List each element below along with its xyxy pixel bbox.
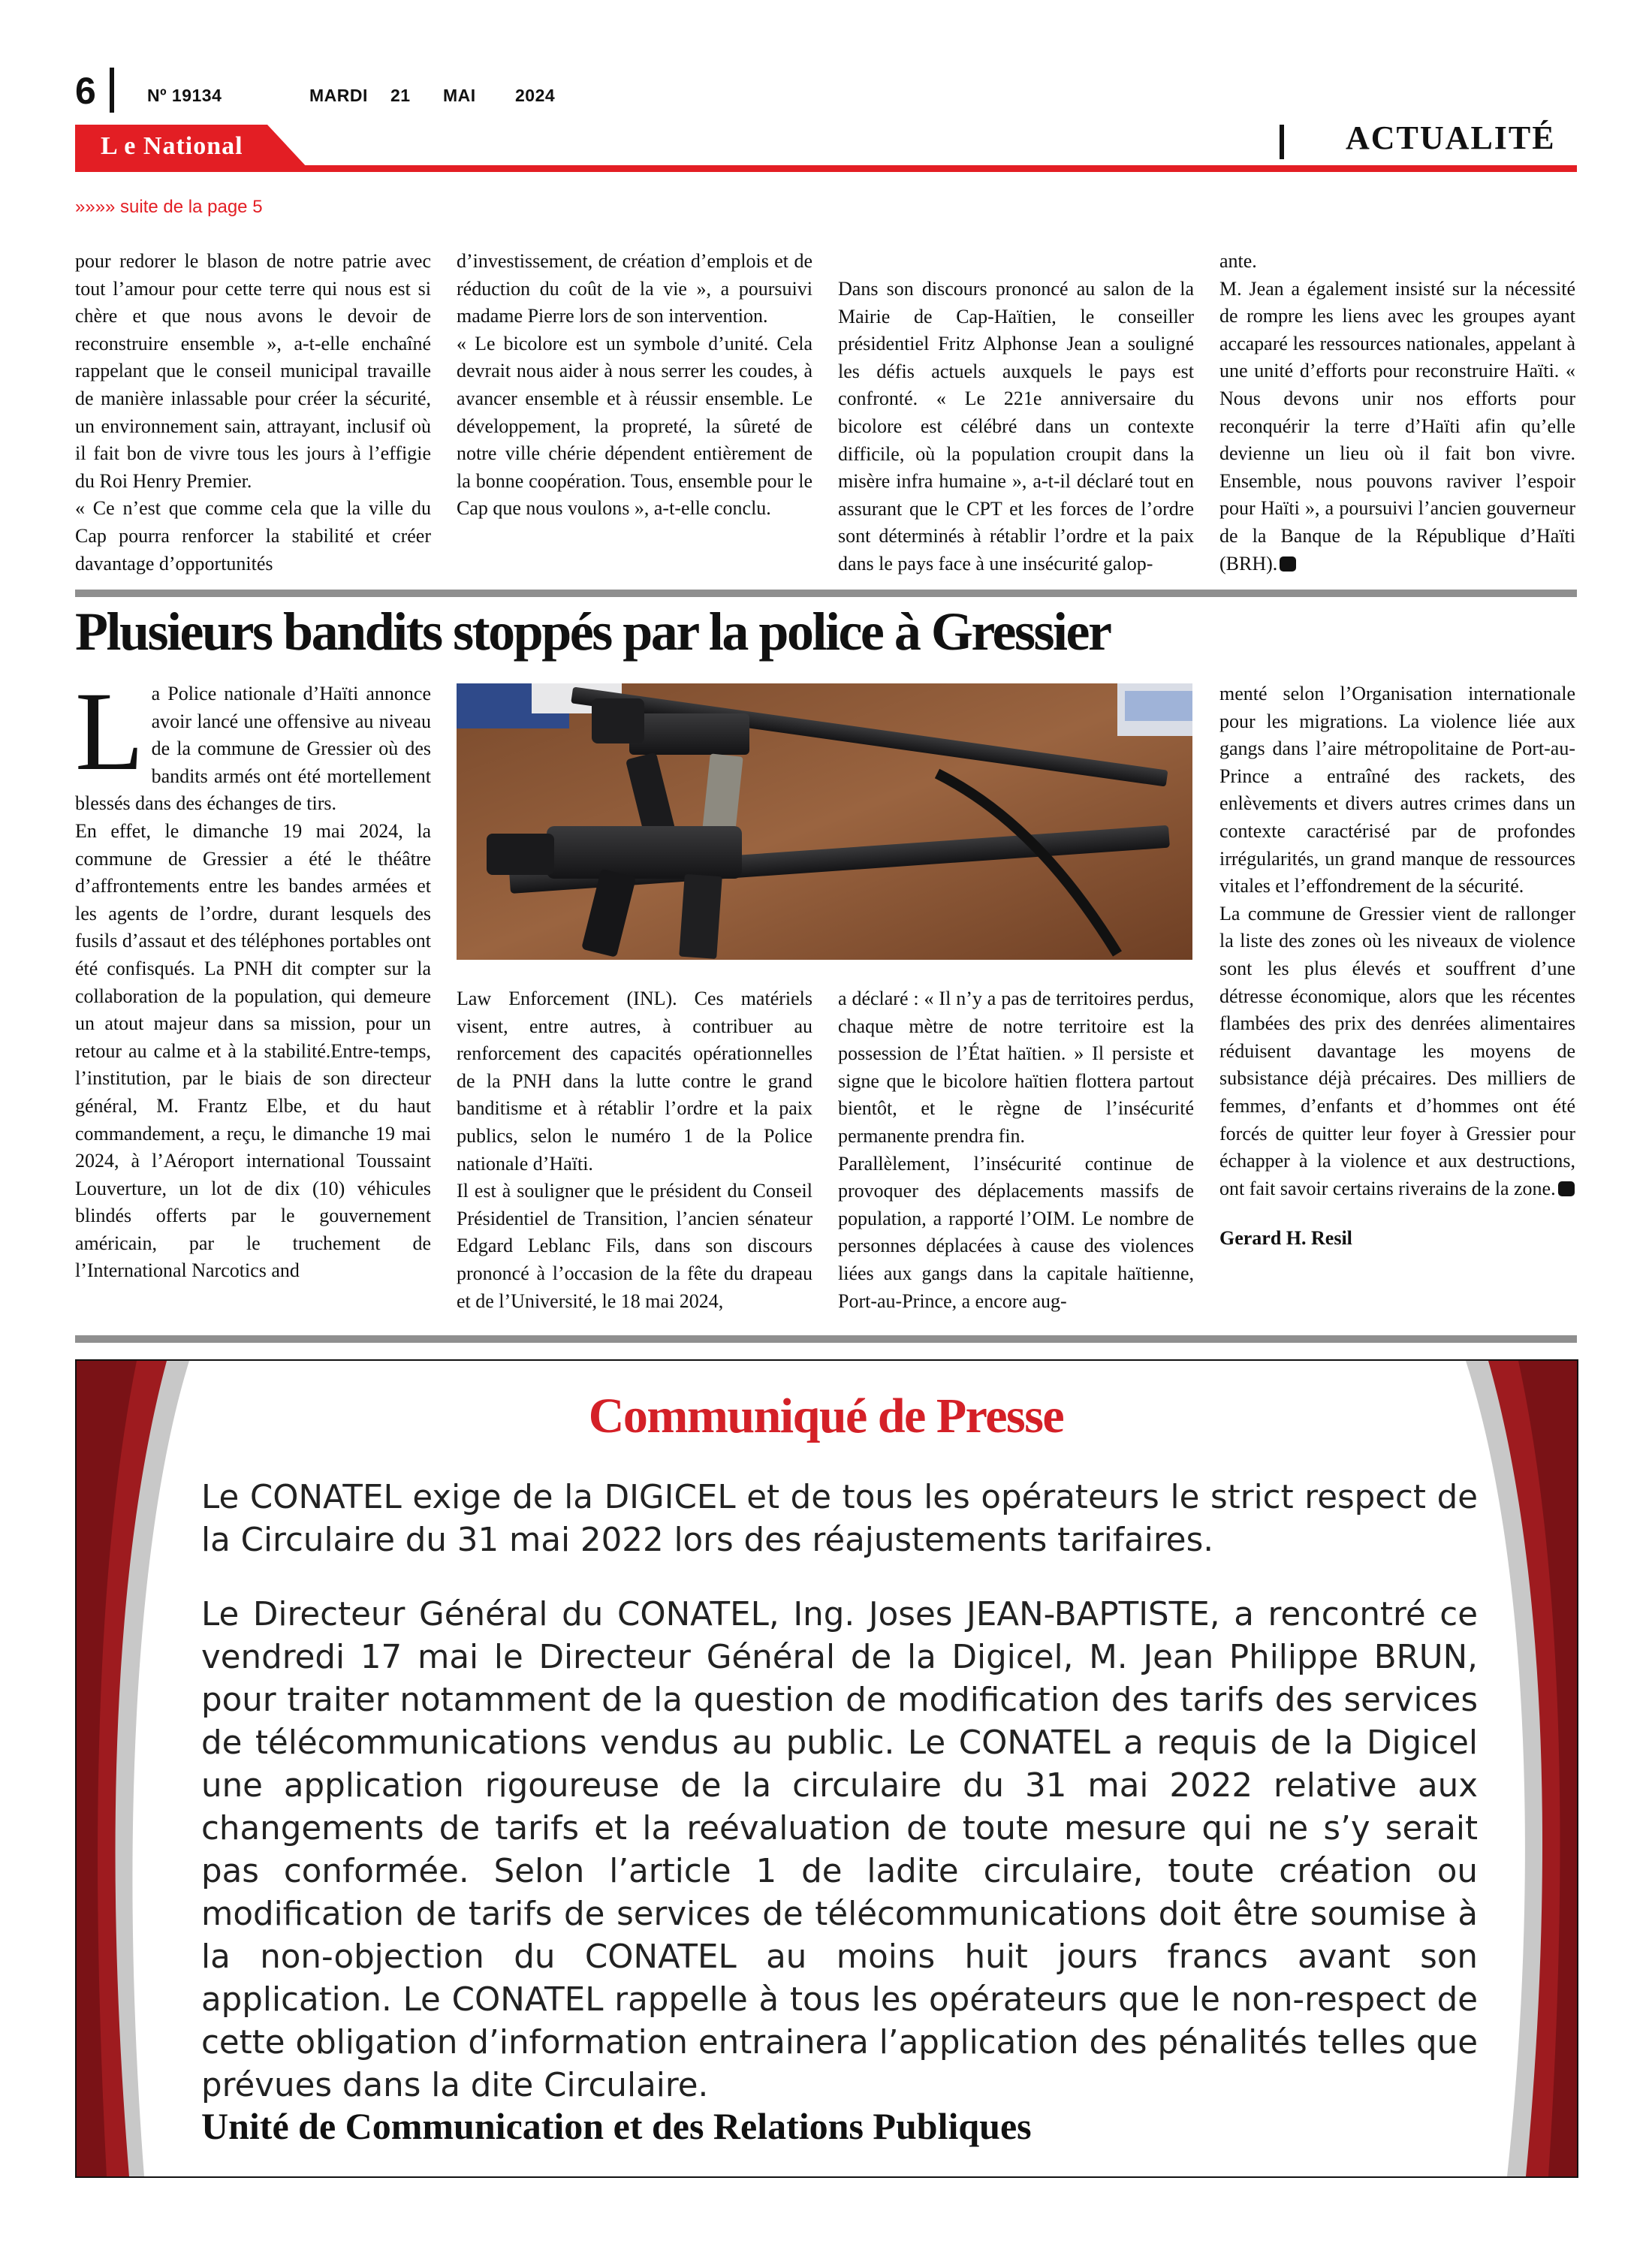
issue-number: Nº 19134 xyxy=(147,86,222,105)
drop-cap: L xyxy=(75,669,144,794)
paragraph: La commune de Gressier vient de rallonger la liste des zones où les niveaux de violence sont les plus élevés et souffrent d’une détresse économique, alors que les récentes flambées des prix des denrées alimentaires réduisent davantage les moyens de subsistance déjà précaires. Des milliers de femmes, d’enfants et d’hommes ont été forcés de quitter leur foyer à Gressier pour échapper à la violence et aux destructions, ont fait savoir certains riverains de la zone. xyxy=(1219,902,1575,1199)
issue-year: 2024 xyxy=(515,86,556,105)
paragraph: Il est à souligner que le président du Conseil Présidentiel de Transition, l’ancien sénateur Edgard Leblanc Fils, dans son discours prononcé à l’occasion de la fête du drapeau et de l’Université, le 18 mai 2024, xyxy=(457,1180,812,1312)
article-column-1 xyxy=(75,669,431,1285)
press-release-lead: Le CONATEL exige de la DIGICEL et de tous les opérateurs le strict respect de la Circulaire du 31 mai 2022 lors des réajustements tarifaires. xyxy=(201,1479,1478,1559)
paragraph: d’investissement, de création d’emplois et de réduction du coût de la vie », a poursuivi madame Pierre lors de son intervention. xyxy=(457,250,812,327)
paragraph: La Police nationale d’Haïti annonce avoir lancé une offensive au niveau de la commune de Gressier où des bandits armés ont été mortellement blessés dans des échanges de tirs. xyxy=(75,669,431,815)
paragraph: « Ce n’est que comme cela que la ville du Cap pourra renforcer la stabilité et créer davantage d’opportunités xyxy=(75,497,431,575)
paragraph: pour redorer le blason de notre patrie avec tout l’amour pour cette terre qui nous est si chère et que nous avons le devoir de reconstruire ensemble », a-t-elle enchaîné rappelant que le conseil municipal travaille de manière inlassable pour créer la sécurité, un environnement sain, attrayant, inclusif où il fait bon de vivre tous les jours à l’effigie du Roi Henry Premier. xyxy=(75,250,431,492)
issue-month: MAI xyxy=(443,86,476,105)
press-release-body: Le Directeur Général du CONATEL, Ing. Joses JEAN-BAPTISTE, a rencontré ce vendredi 17 mai le Directeur Général de la Digicel, M. Jean Philippe BRUN, pour traiter notamment de la question de modification des tarifs des services de télécommunications vendus au public. Le CONATEL a requis de la Digicel une application rigoureuse de la circulaire du 31 mai 2022 relative aux changements de tarifs et la reévaluation de toute mesure qui ne s’y serait pas conformée. Selon l’article 1 de ladite circulaire, toute création ou modification de tarifs de services de télécommunications doit être soumise à la non-objection du CONATEL au moins huit jours francs avant son application. Le CONATEL rappelle à tous les opérateurs que le non-respect de cette obligation d’information entrainera l’application des pénalités telles que prévues dans la dite Circulaire. xyxy=(201,1596,1478,2104)
paragraph: « Le bicolore est un symbole d’unité. Cela devrait nous aider à nous serrer les coudes, à avancer ensemble et à réussir ensemble. Le développement, la propreté, la sûreté de notre ville chérie dépendent entièrement de la bonne coopération. Tous, ensemble pour le Cap que nous voulons », a-t-elle conclu. xyxy=(457,332,812,520)
end-of-article-icon xyxy=(1558,1181,1575,1196)
section-label: ACTUALITÉ xyxy=(1346,119,1556,156)
paragraph: Dans son discours prononcé au salon de la Mairie de Cap-Haïtien, le conseiller présidentiel Fritz Alphonse Jean a souligné les défis actuels auxquels le pays est confronté. « Le 221e anniversaire du bicolore est célébré dans un contexte difficile, où la population croupit dans la misère infra humaine », a-t-il déclaré tout en assurant que le CPT et les forces de l’ordre sont déterminés à rétablir l’ordre et la paix dans le pays face à une insécurité galop- xyxy=(838,278,1194,575)
article-column-2 xyxy=(457,985,812,1315)
paragraph: Parallèlement, l’insécurité continue de provoquer des déplacements massifs de population, a rapporté l’OIM. Le nombre de personnes déplacées à cause des violences liées aux gangs dans la capitale haïtienne, Port-au-Prince, a encore aug- xyxy=(838,1152,1194,1312)
newspaper-brand xyxy=(75,125,308,168)
paragraph: En effet, le dimanche 19 mai 2024, la commune de Gressier a été le théâtre d’affrontements entre les bandes armées et les agents de l’ordre, durant lesquels des fusils d’assaut et des téléphones portables ont été confisqués. La PNH dit compter sur la collaboration de la population, qui demeure un atout majeur dans sa mission, pour un retour au calme et à la stabilité.Entre-temps, l’institution, par le biais de son directeur général, M. Frantz Elbe, et du haut commandement, a reçu, le dimanche 19 mai 2024, à l’Aéroport international Toussaint Louverture, un lot de dix (10) véhicules blindés offerts par le gouvernement américain, par le truchement de l’International Narcotics and xyxy=(75,819,431,1282)
page-number: 6 xyxy=(75,70,96,112)
issue-date-number: 21 xyxy=(390,86,411,105)
press-release-signature: Unité de Communication et des Relations Publiques xyxy=(201,2105,1032,2147)
end-of-article-icon xyxy=(1280,556,1296,572)
article-column-4 xyxy=(1219,680,1575,1253)
issue-day: MARDI xyxy=(309,86,368,105)
article-separator xyxy=(75,590,1577,597)
masthead-red-rule xyxy=(75,165,1577,172)
article-photo-seized-rifles xyxy=(457,683,1192,960)
continued-article-column-3 xyxy=(838,276,1194,578)
continued-article-column-2 xyxy=(457,248,812,523)
paragraph: a déclaré : « Il n’y a pas de territoires perdus, chaque mètre de notre territoire est la possession de l’État haïtien. » Il persiste et signe que le bicolore haïtien flottera partout bientôt, et le règne de l’insécurité permanente prendra fin. xyxy=(838,988,1194,1147)
paragraph: M. Jean a également insisté sur la nécessité de rompre les liens avec les groupes ayant accaparé les ressources nationales, appelant à une unité d’efforts pour reconstruire Haïti. « Nous devons unir nos efforts pour reconquérir la terre d’Haïti afin qu’elle devienne un lieu où il fait bon vivre. Ensemble, nous pouvons raviver l’espoir pour Haïti », a poursuivi l’ancien gouverneur de la Banque de la République d’Haïti (BRH). xyxy=(1219,277,1575,575)
press-release-title: Communiqué de Presse xyxy=(588,1389,1064,1443)
continued-article-column-4 xyxy=(1219,248,1575,578)
advert-separator xyxy=(75,1335,1577,1343)
continued-from-label: »»»» suite de la page 5 xyxy=(75,197,263,217)
paragraph: ante. xyxy=(1219,250,1257,272)
section-divider xyxy=(1280,125,1284,159)
article-author: Gerard H. Resil xyxy=(1219,1227,1352,1250)
article-column-3 xyxy=(838,985,1194,1315)
article-headline: Plusieurs bandits stoppés par la police à Gressier xyxy=(75,602,1111,662)
paragraph: menté selon l’Organisation internationale pour les migrations. La violence liée aux gangs dans l’aire métropolitaine de Port-au-Prince a entraîné des rackets, des enlèvements et divers autres crimes dans un contexte caractérisé par de profondes irrégularités, un grand manque de ressources vitales et l’effondrement de la sécurité. xyxy=(1219,683,1575,897)
seized-rifles-image xyxy=(457,683,1192,960)
brand-name: L e National xyxy=(101,132,243,160)
continued-article-column-1 xyxy=(75,248,431,578)
paragraph: Law Enforcement (INL). Ces matériels visent, entre autres, à contribuer au renforcement des capacités opérationnelles de la PNH dans la lutte contre le grand banditisme et à rétablir l’ordre et la paix publics, selon le numéro 1 de la Police nationale d’Haïti. xyxy=(457,988,812,1175)
page-number-divider xyxy=(110,68,114,113)
